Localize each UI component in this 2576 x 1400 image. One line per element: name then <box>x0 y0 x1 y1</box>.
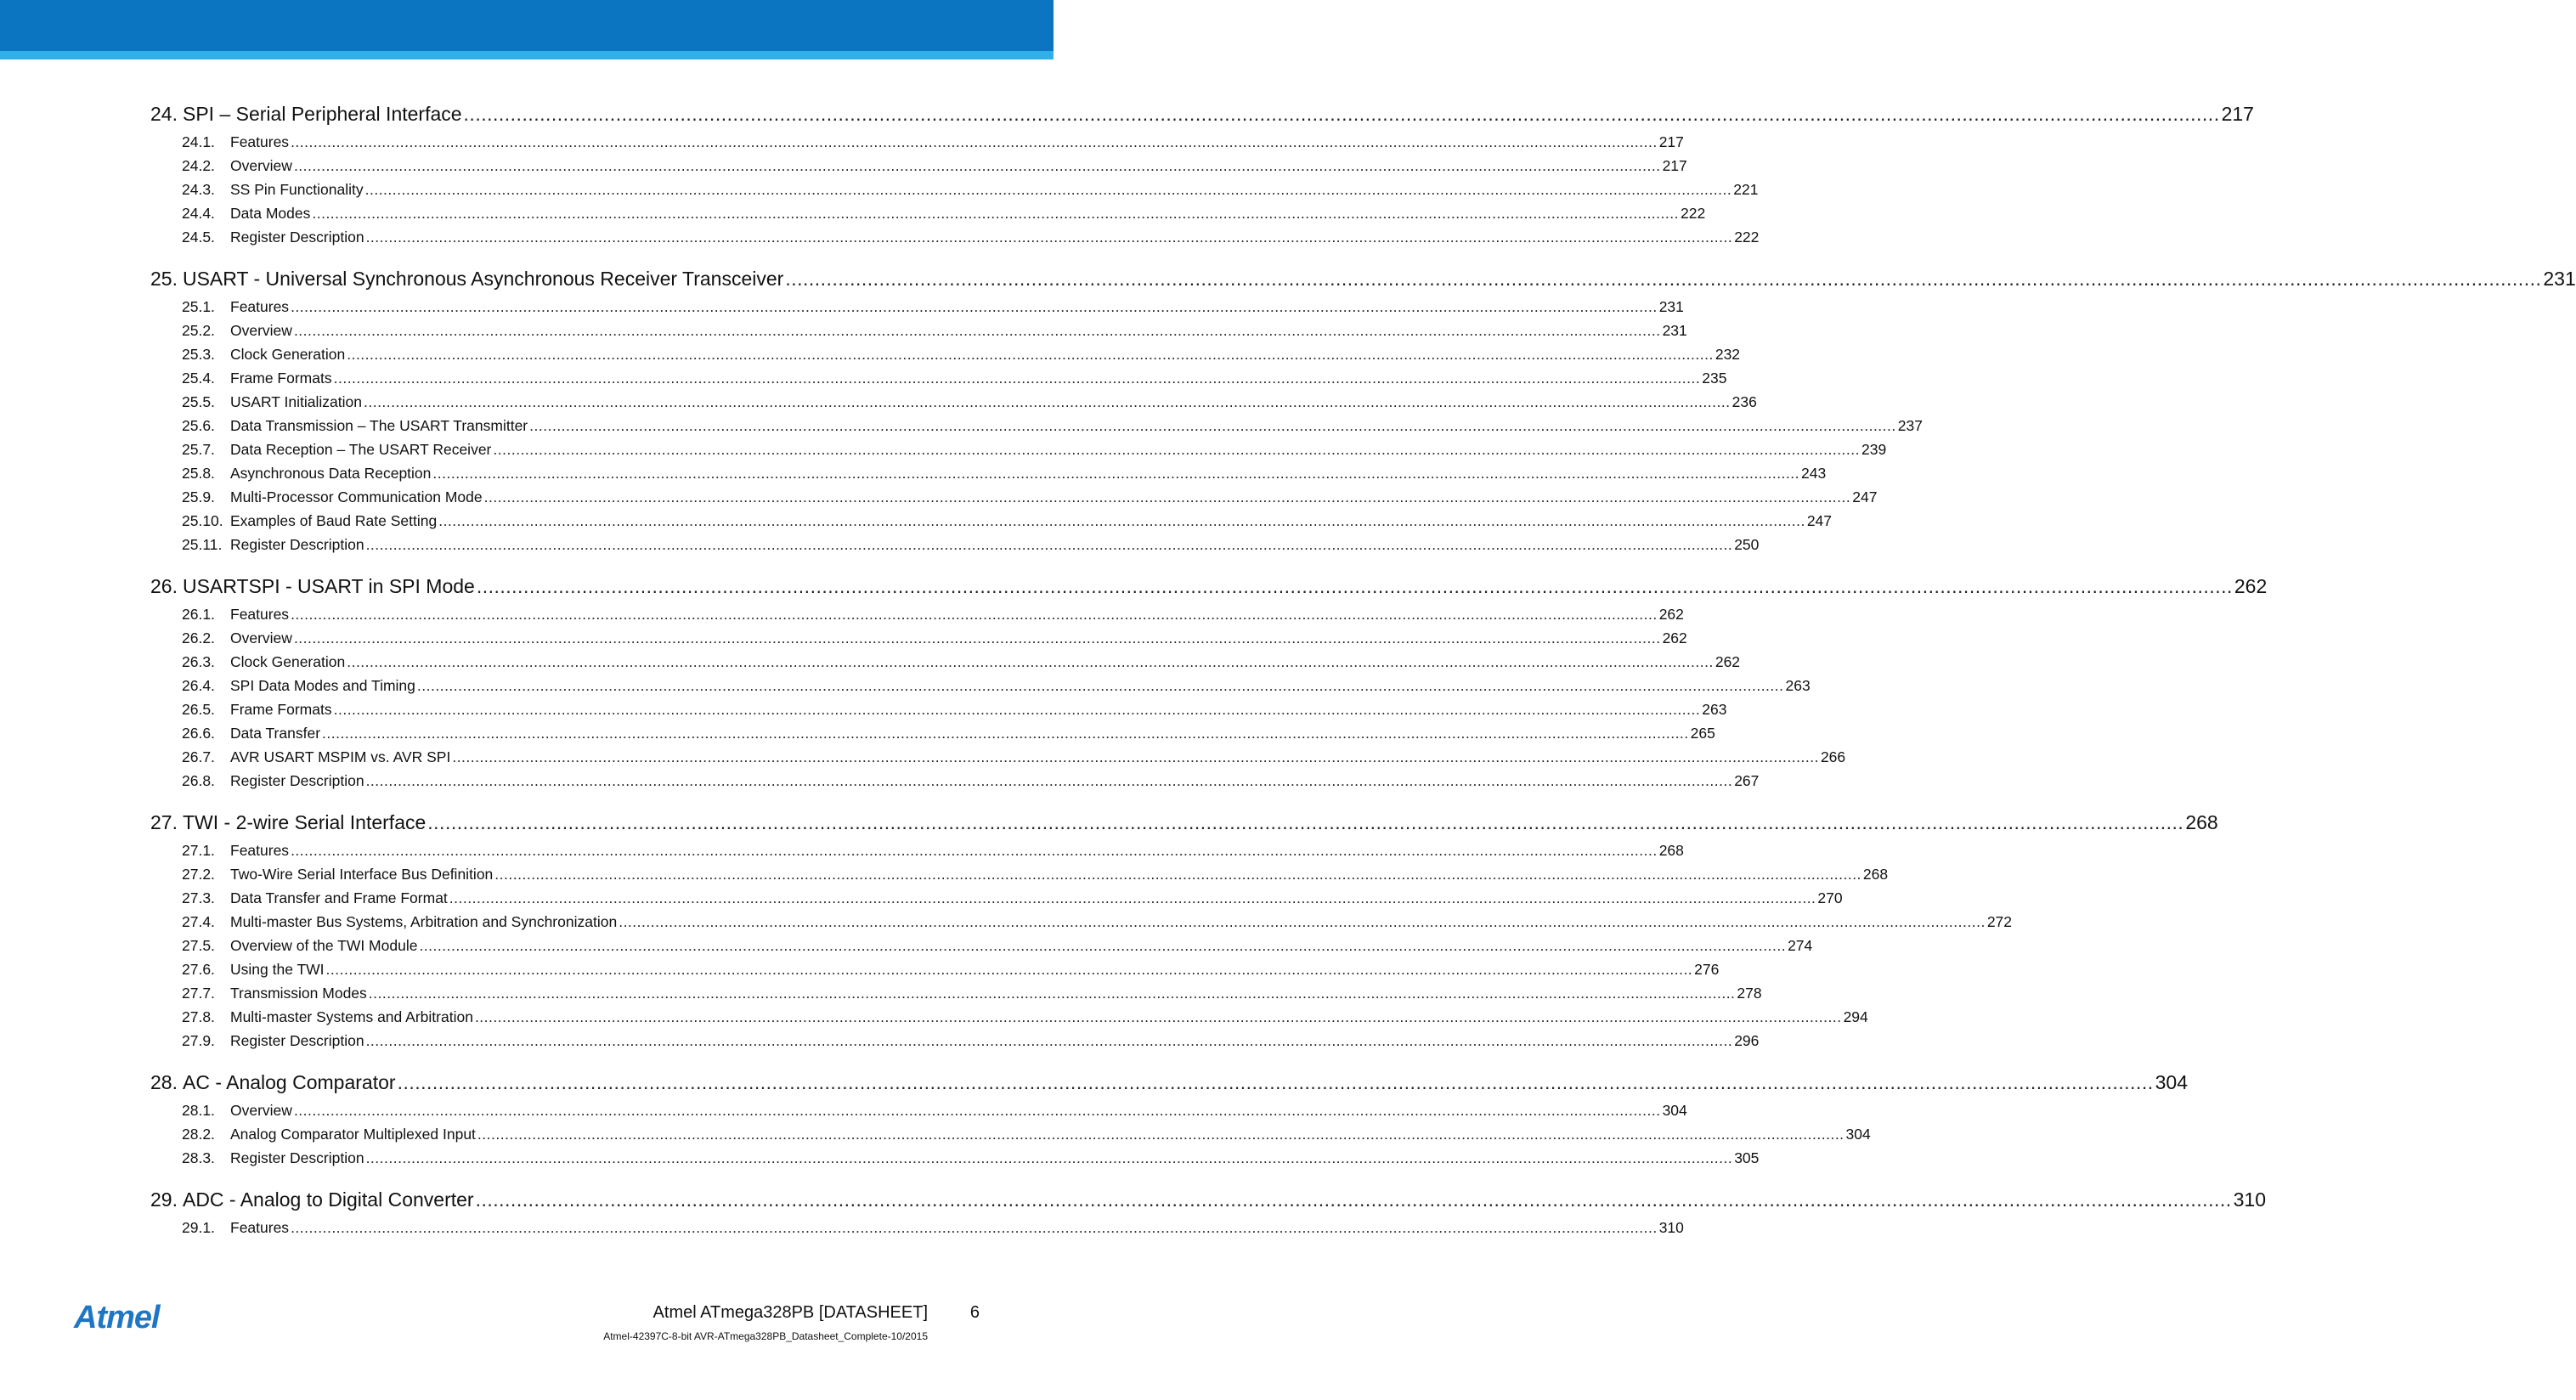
toc-num: 28.3. <box>182 1149 215 1166</box>
toc-num: 25.4. <box>182 370 215 387</box>
toc-page: 268 <box>2185 811 2218 833</box>
toc-title: Clock Generation <box>230 653 346 670</box>
toc-subsection-entry[interactable] <box>150 411 1923 435</box>
toc-title: Overview <box>230 1102 292 1119</box>
toc-subsection-entry[interactable] <box>150 340 1741 364</box>
toc-num: 27.3. <box>182 889 215 906</box>
toc-title: AVR USART MSPIM vs. AVR SPI <box>230 748 451 765</box>
toc-page: 263 <box>1702 701 1727 718</box>
toc-page: 310 <box>1658 1219 1684 1236</box>
toc-page: 262 <box>2234 575 2268 597</box>
toc-page: 217 <box>2221 103 2254 125</box>
toc-num: 25.2. <box>182 322 215 339</box>
toc-page: 232 <box>1715 346 1741 363</box>
toc-title: Examples of Baud Rate Setting <box>230 512 438 529</box>
dot-leader: ............................................................................................................................................................................................................................................................................................................ <box>619 913 1986 930</box>
toc-subsection-entry[interactable] <box>150 883 1843 907</box>
toc-page: 221 <box>1733 181 1759 198</box>
toc-title: Frame Formats <box>230 701 332 718</box>
dot-leader: ............................................................................................................................................................................................................................................................................................................ <box>322 725 1689 742</box>
toc-title: SS Pin Functionality <box>230 181 364 198</box>
toc-title: Register Description <box>230 1032 364 1049</box>
toc-num: 26.7. <box>182 748 215 765</box>
toc-title: Features <box>230 1219 290 1236</box>
toc-num: 24. <box>150 103 178 125</box>
toc-page: 268 <box>1658 842 1684 859</box>
toc-page: 270 <box>1817 889 1843 906</box>
toc-title: Register Description <box>230 536 364 553</box>
header-band <box>0 0 1054 59</box>
dot-leader: ............................................................................................................................................................................................................................................................................................................ <box>477 1126 1844 1143</box>
dot-leader: ............................................................................................................................................................................................................................................................................................................ <box>293 322 1661 339</box>
toc-page: 247 <box>1806 512 1833 529</box>
toc-title: Overview <box>230 157 292 174</box>
toc-title: Frame Formats <box>230 370 332 387</box>
toc-num: 24.5. <box>182 229 215 246</box>
toc-page: 237 <box>1897 417 1923 434</box>
toc-page: 268 <box>1862 866 1889 883</box>
toc-page: 304 <box>1845 1126 1871 1143</box>
dot-leader: ............................................................................................................................................................................................................................................................................................................ <box>452 748 1819 765</box>
dot-leader: ............................................................................................................................................................................................................................................................................................................ <box>483 488 1851 505</box>
toc-title: Features <box>230 133 290 150</box>
dot-leader: ............................................................................................................................................................................................................................................................................................................ <box>427 811 2184 833</box>
toc-subsection-entry[interactable] <box>150 671 1811 695</box>
dot-leader: ............................................................................................................................................................................................................................................................................................................ <box>364 181 1732 198</box>
toc-num: 27.2. <box>182 866 215 883</box>
dot-leader: ............................................................................................................................................................................................................................................................................................................ <box>449 889 1816 906</box>
toc-page: 236 <box>1731 393 1757 410</box>
dot-leader: ............................................................................................................................................................................................................................................................................................................ <box>365 1149 1733 1166</box>
toc-section <box>150 1062 2188 1167</box>
document-title: Atmel ATmega328PB [DATASHEET] <box>652 1303 928 1322</box>
toc-num: 26.8. <box>182 772 215 789</box>
toc-title: AC - Analog Comparator <box>182 1071 396 1093</box>
toc-page: 217 <box>1662 157 1687 174</box>
toc-page: 250 <box>1734 536 1760 553</box>
toc-num: 26.1. <box>182 606 215 623</box>
dot-leader: ............................................................................................................................................................................................................................................................................................................ <box>494 866 1861 883</box>
dot-leader: ............................................................................................................................................................................................................................................................................................................ <box>785 268 2542 290</box>
dot-leader: ............................................................................................................................................................................................................................................................................................................ <box>368 985 1736 1002</box>
dot-leader: ............................................................................................................................................................................................................................................................................................................ <box>419 937 1787 954</box>
toc-title: Clock Generation <box>230 346 346 363</box>
dot-leader: ............................................................................................................................................................................................................................................................................................................ <box>347 653 1714 670</box>
dot-leader: ............................................................................................................................................................................................................................................................................................................ <box>416 677 1784 694</box>
toc-section <box>150 93 2254 246</box>
toc-subsection-entry[interactable] <box>150 127 1684 151</box>
dot-leader: ............................................................................................................................................................................................................................................................................................................ <box>475 1188 2232 1211</box>
toc-title: Data Reception – The USART Receiver <box>230 441 492 458</box>
toc-subsection-entry[interactable] <box>150 600 1684 624</box>
toc-title: SPI Data Modes and Timing <box>230 677 415 694</box>
dot-leader: ............................................................................................................................................................................................................................................................................................................ <box>293 1102 1661 1119</box>
toc-page: 235 <box>1702 370 1727 387</box>
toc-page: 310 <box>2233 1188 2267 1211</box>
toc-title: Data Modes <box>230 205 311 222</box>
dot-leader: ............................................................................................................................................................................................................................................................................................................ <box>365 1032 1733 1049</box>
table-of-contents <box>150 93 2576 1249</box>
toc-page: 274 <box>1788 937 1813 954</box>
dot-leader: ............................................................................................................................................................................................................................................................................................................ <box>347 346 1714 363</box>
toc-num: 27.4. <box>182 913 215 930</box>
toc-subsection-entry[interactable] <box>150 175 1759 199</box>
toc-num: 26.4. <box>182 677 215 694</box>
toc-chapter-entry[interactable] <box>150 93 2254 126</box>
dot-leader: ............................................................................................................................................................................................................................................................................................................ <box>325 961 1693 978</box>
toc-title: Overview <box>230 322 292 339</box>
toc-num: 29. <box>150 1188 178 1211</box>
toc-title: Register Description <box>230 229 364 246</box>
toc-section <box>150 1179 2267 1237</box>
toc-subsection-entry[interactable] <box>150 199 1706 223</box>
toc-page: 239 <box>1861 441 1887 458</box>
dot-leader: ............................................................................................................................................................................................................................................................................................................ <box>474 1008 1842 1025</box>
toc-page: 305 <box>1734 1149 1760 1166</box>
toc-page: 266 <box>1820 748 1846 765</box>
document-id: Atmel-42397C-8-bit AVR-ATmega328PB_Datasheet_Complete-10/2015 <box>603 1330 928 1342</box>
toc-num: 25.9. <box>182 488 215 505</box>
toc-subsection-entry[interactable] <box>150 387 1757 411</box>
toc-title: Transmission Modes <box>230 985 367 1002</box>
toc-subsection-entry[interactable] <box>150 1026 1760 1050</box>
toc-subsection-entry[interactable] <box>150 1143 1760 1167</box>
toc-num: 28.1. <box>182 1102 215 1119</box>
toc-num: 25.7. <box>182 441 215 458</box>
toc-num: 25.3. <box>182 346 215 363</box>
toc-section <box>150 258 2576 554</box>
toc-chapter-entry[interactable] <box>150 566 2268 598</box>
toc-page: 262 <box>1658 606 1684 623</box>
toc-subsection-entry[interactable] <box>150 364 1727 387</box>
dot-leader: ............................................................................................................................................................................................................................................................................................................ <box>365 536 1733 553</box>
toc-title: Features <box>230 842 290 859</box>
toc-page: 231 <box>1658 298 1684 315</box>
toc-num: 27.7. <box>182 985 215 1002</box>
toc-subsection-entry[interactable] <box>150 1002 1868 1026</box>
toc-num: 25.8. <box>182 465 215 482</box>
dot-leader: ............................................................................................................................................................................................................................................................................................................ <box>293 629 1661 646</box>
toc-page: 231 <box>2543 268 2576 290</box>
toc-subsection-entry[interactable] <box>150 459 1827 483</box>
toc-subsection-entry[interactable] <box>150 506 1833 530</box>
toc-num: 27.6. <box>182 961 215 978</box>
toc-num: 27.1. <box>182 842 215 859</box>
toc-page: 267 <box>1734 772 1760 789</box>
toc-page: 265 <box>1690 725 1715 742</box>
toc-chapter-entry[interactable] <box>150 802 2218 834</box>
toc-title: Multi-master Bus Systems, Arbitration and Synchronization <box>230 913 618 930</box>
toc-num: 27.5. <box>182 937 215 954</box>
toc-page: 296 <box>1734 1032 1760 1049</box>
toc-title: ADC - Analog to Digital Converter <box>182 1188 474 1211</box>
toc-subsection-entry[interactable] <box>150 955 1720 979</box>
toc-num: 25.11. <box>182 536 223 553</box>
toc-page: 262 <box>1662 629 1687 646</box>
toc-title: TWI - 2-wire Serial Interface <box>182 811 427 833</box>
toc-title: Analog Comparator Multiplexed Input <box>230 1126 476 1143</box>
toc-num: 24.3. <box>182 181 215 198</box>
toc-page: 278 <box>1737 985 1762 1002</box>
dot-leader: ............................................................................................................................................................................................................................................................................................................ <box>291 298 1658 315</box>
toc-title: Asynchronous Data Reception <box>230 465 432 482</box>
dot-leader: ............................................................................................................................................................................................................................................................................................................ <box>291 842 1658 859</box>
toc-num: 25.1. <box>182 298 215 315</box>
toc-title: SPI – Serial Peripheral Interface <box>182 103 462 125</box>
toc-page: 263 <box>1785 677 1811 694</box>
toc-subsection-entry[interactable] <box>150 907 2013 931</box>
dot-leader: ............................................................................................................................................................................................................................................................................................................ <box>529 417 1896 434</box>
toc-subsection-entry[interactable] <box>150 647 1741 671</box>
toc-num: 27.8. <box>182 1008 215 1025</box>
toc-page: 272 <box>1986 913 2013 930</box>
toc-chapter-entry[interactable] <box>150 1062 2188 1094</box>
toc-title: Register Description <box>230 772 364 789</box>
toc-subsection-entry[interactable] <box>150 931 1813 955</box>
toc-title: Features <box>230 298 290 315</box>
toc-title: Features <box>230 606 290 623</box>
toc-title: Overview of the TWI Module <box>230 937 418 954</box>
dot-leader: ............................................................................................................................................................................................................................................................................................................ <box>312 205 1679 222</box>
toc-page: 243 <box>1801 465 1827 482</box>
toc-num: 25.5. <box>182 393 215 410</box>
header-band-dark <box>0 0 1054 51</box>
dot-leader: ............................................................................................................................................................................................................................................................................................................ <box>293 157 1661 174</box>
toc-page: 304 <box>2155 1071 2188 1093</box>
dot-leader: ............................................................................................................................................................................................................................................................................................................ <box>476 575 2233 597</box>
toc-chapter-entry[interactable] <box>150 258 2576 291</box>
toc-num: 27.9. <box>182 1032 215 1049</box>
toc-page: 294 <box>1843 1008 1868 1025</box>
toc-page: 276 <box>1694 961 1720 978</box>
toc-subsection-entry[interactable] <box>150 624 1687 647</box>
toc-title: Multi-master Systems and Arbitration <box>230 1008 473 1025</box>
toc-num: 24.2. <box>182 157 215 174</box>
dot-leader: ............................................................................................................................................................................................................................................................................................................ <box>493 441 1861 458</box>
toc-subsection-entry[interactable] <box>150 435 1887 459</box>
toc-subsection-entry[interactable] <box>150 979 1762 1002</box>
toc-num: 26. <box>150 575 178 597</box>
dot-leader: ............................................................................................................................................................................................................................................................................................................ <box>333 701 1701 718</box>
toc-page: 262 <box>1715 653 1741 670</box>
dot-leader: ............................................................................................................................................................................................................................................................................................................ <box>463 103 2220 125</box>
toc-num: 26.3. <box>182 653 215 670</box>
toc-title: Multi-Processor Communication Mode <box>230 488 483 505</box>
toc-num: 24.1. <box>182 133 215 150</box>
dot-leader: ............................................................................................................................................................................................................................................................................................................ <box>438 512 1805 529</box>
toc-subsection-entry[interactable] <box>150 1096 1687 1120</box>
toc-title: Register Description <box>230 1149 364 1166</box>
toc-subsection-entry[interactable] <box>150 836 1684 860</box>
toc-num: 28. <box>150 1071 178 1093</box>
toc-title: Data Transfer <box>230 725 321 742</box>
toc-num: 27. <box>150 811 178 833</box>
toc-title: Data Transfer and Frame Format <box>230 889 448 906</box>
toc-subsection-entry[interactable] <box>150 483 1878 506</box>
toc-page: 304 <box>1662 1102 1687 1119</box>
toc-title: Two-Wire Serial Interface Bus Definition <box>230 866 494 883</box>
toc-num: 25.10. <box>182 512 223 529</box>
toc-subsection-entry[interactable] <box>150 719 1715 742</box>
toc-page: 222 <box>1680 205 1706 222</box>
toc-subsection-entry[interactable] <box>150 1213 1684 1237</box>
toc-title: Overview <box>230 629 292 646</box>
dot-leader: ............................................................................................................................................................................................................................................................................................................ <box>291 1219 1658 1236</box>
toc-subsection-entry[interactable] <box>150 292 1684 316</box>
toc-chapter-entry[interactable] <box>150 1179 2267 1211</box>
atmel-logo: Atmel <box>74 1300 160 1335</box>
toc-section <box>150 566 2268 790</box>
dot-leader: ............................................................................................................................................................................................................................................................................................................ <box>333 370 1701 387</box>
toc-num: 26.6. <box>182 725 215 742</box>
dot-leader: ............................................................................................................................................................................................................................................................................................................ <box>365 772 1733 789</box>
dot-leader: ............................................................................................................................................................................................................................................................................................................ <box>365 229 1733 246</box>
toc-num: 29.1. <box>182 1219 215 1236</box>
dot-leader: ............................................................................................................................................................................................................................................................................................................ <box>432 465 1800 482</box>
toc-num: 24.4. <box>182 205 215 222</box>
toc-section <box>150 802 2218 1050</box>
page-number: 6 <box>969 1303 980 1322</box>
toc-page: 222 <box>1734 229 1760 246</box>
toc-page: 247 <box>1852 488 1878 505</box>
toc-subsection-entry[interactable] <box>150 151 1687 175</box>
toc-subsection-entry[interactable] <box>150 766 1760 790</box>
dot-leader: ............................................................................................................................................................................................................................................................................................................ <box>363 393 1731 410</box>
toc-title: Data Transmission – The USART Transmitter <box>230 417 528 434</box>
header-band-light <box>0 51 1054 59</box>
toc-subsection-entry[interactable] <box>150 860 1889 883</box>
toc-num: 26.5. <box>182 701 215 718</box>
toc-subsection-entry[interactable] <box>150 316 1687 340</box>
dot-leader: ............................................................................................................................................................................................................................................................................................................ <box>291 133 1658 150</box>
toc-subsection-entry[interactable] <box>150 695 1727 719</box>
toc-subsection-entry[interactable] <box>150 1120 1871 1143</box>
toc-subsection-entry[interactable] <box>150 223 1760 246</box>
toc-num: 25.6. <box>182 417 215 434</box>
toc-page: 217 <box>1658 133 1684 150</box>
toc-title: USARTSPI - USART in SPI Mode <box>182 575 475 597</box>
toc-num: 28.2. <box>182 1126 215 1143</box>
toc-subsection-entry[interactable] <box>150 742 1846 766</box>
toc-title: USART - Universal Synchronous Asynchronous Receiver Transceiver <box>182 268 784 290</box>
toc-subsection-entry[interactable] <box>150 530 1760 554</box>
toc-num: 26.2. <box>182 629 215 646</box>
toc-title: Using the TWI <box>230 961 325 978</box>
dot-leader: ............................................................................................................................................................................................................................................................................................................ <box>291 606 1658 623</box>
toc-num: 25. <box>150 268 178 290</box>
toc-title: USART Initialization <box>230 393 362 410</box>
dot-leader: ............................................................................................................................................................................................................................................................................................................ <box>397 1071 2154 1093</box>
toc-page: 231 <box>1662 322 1687 339</box>
